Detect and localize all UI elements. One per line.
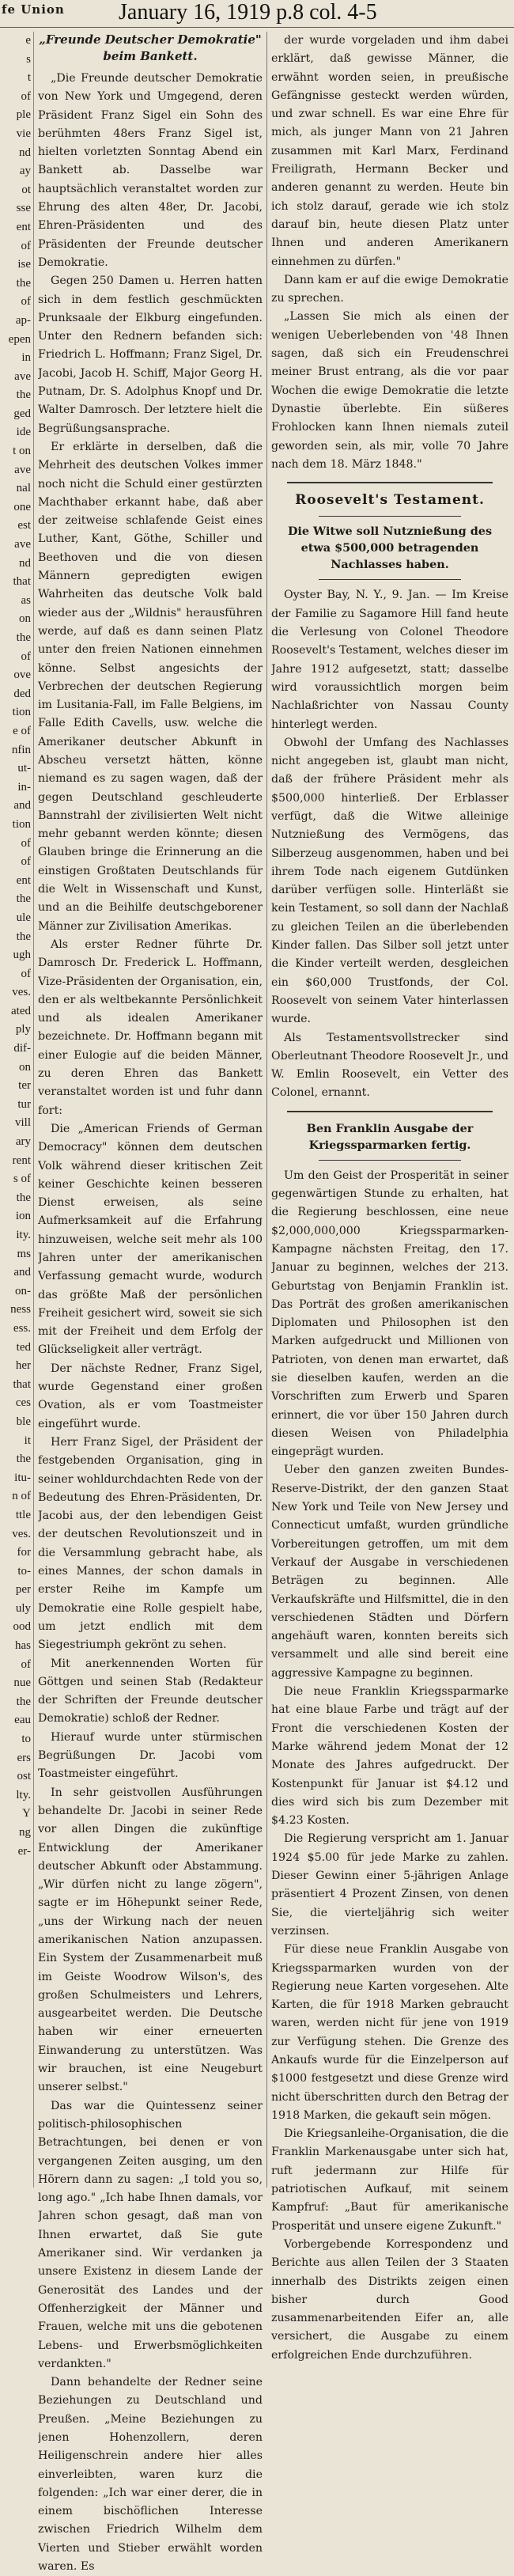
edge-fragment: vill [14, 1116, 31, 1130]
edge-fragment: epen [8, 332, 31, 346]
paragraph: Als erster Redner führte Dr. Damrosch Dr. Frederick L. Hoffmann, Vize-Präsidenten der Organisation, ein, den er als weltbekannte Persönlichkeit und als idealen Amerikaner bezeichnete. Dr. Hoffmann begann mit einer Eulogie auf die beiden Männer, zu deren Ehren das Bankett veranstaltet worden ist und fuhr dann fort: [38, 938, 263, 1117]
edge-fragment: of [21, 89, 31, 103]
headline-rule [319, 516, 461, 517]
edge-fragment: ess. [13, 1321, 31, 1335]
edge-fragment: Y [22, 1807, 31, 1820]
edge-fragment: tur [17, 1097, 31, 1111]
edge-fragment: in- [17, 780, 31, 794]
edge-fragment: nd [19, 146, 31, 159]
section-divider [287, 1111, 493, 1112]
edge-fragment: ng [19, 1826, 31, 1839]
edge-fragment: ply [15, 1023, 31, 1036]
edge-fragment: n of [12, 1490, 31, 1503]
edge-fragment: ated [11, 1004, 31, 1017]
edge-fragment: t on [13, 445, 31, 458]
edge-fragment: on- [15, 1284, 31, 1297]
edge-fragment: in [21, 351, 31, 365]
edge-fragment: ove [13, 669, 31, 682]
edge-fragment: vie [16, 127, 31, 140]
edge-fragment: ms [17, 1247, 31, 1260]
edge-fragment: of [21, 295, 31, 309]
edge-fragment: on [19, 612, 31, 626]
edge-fragment: lty. [16, 1788, 31, 1801]
edge-fragment: nd [19, 556, 31, 570]
paragraph: Für diese neue Franklin Ausgabe von Kriegssparmarken wurden von der Regierung neue Karten vorgesehen. Alte Karten, die für 1918 Marken gebraucht waren, werden nicht für jene von 1919 zur Verfügung stehen. Die Grenze des Ankaufs wurde für die Einzelperson auf $1000 festgesetzt und diese Grenze wird nicht überschritten durch den Betrag der 1918 Marken, die gekauft sein mögen. [271, 1943, 508, 2122]
edge-fragment: ent [16, 220, 31, 233]
edge-fragment: eau [14, 1714, 31, 1727]
edge-fragment: her [15, 1359, 31, 1373]
paragraph: Die „American Friends of German Democracy" können dem deutschen Volk während dieser kritischen Zeit keiner Geschichte keinen besseren Dienst erweisen, als seine Aufmerksamkeit auf die Erfahrung hinzuweisen, welche seit mehr als 100 Jahren unter der amerikanischen Verfassung gemacht wurde, wodurch das größte Maß der persönlichen Freiheit gesichert wird, soweit sie sich mit der Freiheit und dem Erfolg der Glückseligkeit aller verträgt. [38, 1122, 263, 1357]
edge-fragment: ot [21, 183, 31, 196]
edge-fragment: ble [16, 1415, 31, 1428]
edge-fragment: the [16, 1695, 31, 1708]
paragraph: Ueber den ganzen zweiten Bundes-Reserve-Distrikt, der den ganzen Staat New York und Teile von New Jersey und Connecticut umfaßt, wurden gründliche Vorbereitungen getroffen, um mit dem Verkauf der Ausgabe in verschiedenen Beträgen zu beginnen. Alle Verkaufskräfte und Hilfsmittel, die in den verschiedenen Städten und Dörfern angehäuft waren, konnten bereits sich versammelt und alle sind bereit eine aggressive Kampagne zu beginnen. [271, 1464, 508, 1680]
edge-fragment: ness [10, 1303, 31, 1316]
edge-fragment: for [17, 1546, 31, 1559]
paragraph: Vorbergebende Korrespondenz und Berichte aus allen Teilen der 3 Staaten innerhalb des Distrikts zeigen einen bisher durch Good zusammenarbeitenden Eifer an, alle versichert, die Ausgabe zu einem erfolgreichen Ende durchzuführen. [271, 2237, 508, 2362]
paragraph: „Lassen Sie mich als einen der wenigen Ueberlebenden von '48 Ihnen sagen, daß sich ein Freudenschrei meiner Brust entrang, als die vor paar Wochen die ewige Demokratie die letzte Dynastie überlebte. Ein süßeres Frohlocken kann Ihnen niemals zuteil geworden sein, als mir, volle 70 Jahre nach dem 18. März 1848." [271, 310, 508, 471]
edge-fragment: the [16, 388, 31, 402]
edge-fragment: itu- [14, 1471, 31, 1484]
edge-fragment: ise [17, 258, 31, 271]
edge-fragment: ave [14, 463, 31, 476]
right-column [271, 32, 508, 2365]
subhead-rule [319, 579, 461, 580]
edge-fragment: ded [13, 687, 31, 700]
edge-fragment: s of [13, 1172, 31, 1186]
paragraph: Die Regierung verspricht am 1. Januar 1924 $5.00 für jede Marke zu zahlen. Dieser Gewinn einer 5-jährigen Anlage präsentiert 4 Prozent Zinsen, von denen Sie, die vierteljährig sich weiter verzinsen. [271, 1832, 508, 1938]
edge-fragment: s [26, 52, 31, 66]
paragraph: Herr Franz Sigel, der Präsident der festgebenden Organisation, ging in seiner wohldurchdachten Rede von der Bedeutung des Ehren-Präsidenten, Dr. Jacobi aus, der den lebendigen Geist der deutschen Revolutionszeit und in die Versammlung gebracht habe, als eines Mannes, der schon damals in erster Reihe im Kampfe um Demokratie eine Rolle gespielt habe, um jetzt endlich mit dem Siegestriumph gekrönt zu sehen. [38, 1435, 263, 1652]
article-freunde-demokratie [38, 32, 263, 2576]
edge-fragment: ut- [17, 762, 31, 775]
edge-fragment: the [16, 276, 31, 290]
edge-fragment: the [16, 1191, 31, 1204]
edge-fragment: one [13, 500, 31, 513]
edge-fragment: the [16, 1453, 31, 1466]
franklin-headline: Ben Franklin Ausgabe der Kriegssparmarken fertig. [306, 1121, 474, 1152]
paragraph: Oyster Bay, N. Y., 9. Jan. — Im Kreise der Familie zu Sagamore Hill fand heute die Verlesung von Colonel Theodore Roosevelt's Testament, welches dieser im Jahre 1912 aufgesetzt, statt; dasselbe wird voraussichtlich morgen beim Nachlaßrichter von Nassau County hinterlegt werden. [271, 589, 508, 731]
edge-fragment: of [21, 836, 31, 850]
edge-fragment: dif- [13, 1042, 31, 1055]
column-rule [266, 32, 267, 2188]
edge-fragment: ves. [12, 986, 31, 999]
edge-fragment: ule [16, 911, 31, 924]
edge-fragment: ves. [12, 1527, 31, 1540]
paragraph: Gegen 250 Damen u. Herren hatten sich in dem festlich geschmückten Prunksaale der Elkburg eingefunden. Unter den Rednern befanden sich: Friedrich L. Hoffmann; Franz Sigel, Dr. Jacobi, Jacob H. Schiff, Major Georg H. Putnam, Dr. S. Adolphus Knopf und Dr. Walter Damrosch. Der letztere hielt die Begrüßungsansprache. [38, 275, 263, 435]
paragraph: Als Testamentsvollstrecker sind Oberleutnant Theodore Roosevelt Jr., und W. Emlin Roosevelt, ein Vetter des Colonel, ernannt. [271, 1031, 508, 1100]
edge-fragment: t [27, 71, 31, 85]
edge-fragment: ave [14, 369, 31, 383]
edge-fragment: of [21, 239, 31, 252]
edge-fragment: to [21, 1733, 31, 1746]
paragraph: der wurde vorgeladen und ihm dabei erklärt, daß gewisse Männer, die erwähnt worden seien, in preußische Gefängnisse gesteckt werden würden, und zwar schnell. Es war eine Ehre für mich, als junger Mann von 21 Jahren zusammen mit Karl Marx, Ferdinand Freiligrath, Hermann Becker und anderen genannt zu werden. Heute bin ich stolz darauf, gerade wie ich stolz darauf bin, heute diesen Platz unter Ihnen und anderen Amerikanern einnehmen zu dürfen." [271, 34, 508, 268]
edge-fragment: ide [16, 426, 31, 439]
edge-fragment: ted [16, 1340, 31, 1354]
franklin-article-body [271, 1167, 508, 2365]
edge-fragment: to- [17, 1564, 31, 1578]
edge-fragment: ood [13, 1620, 31, 1634]
edge-fragment: uly [15, 1601, 31, 1615]
paragraph: Mit anerkennenden Worten für Göttgen und seinen Stab (Redakteur der Schriften der Freunde deutscher Demokratie) schloß der Redner. [38, 1657, 263, 1726]
edge-fragment: nue [13, 1676, 31, 1690]
edge-fragment: it [24, 1434, 31, 1447]
edge-fragment: ers [17, 1751, 31, 1764]
edge-fragment: of [21, 967, 31, 980]
edge-fragment: tion [12, 706, 31, 719]
paragraph: Die neue Franklin Kriegssparmarke hat eine blaue Farbe und trägt auf der Front die verschiedenen Kosten der Marke während jedem Monat der 12 Monate des Jahres aufgedruckt. Der Kostenpunkt für Januar ist $4.12 und dies wird sich bis zum Dezember mit $4.23 Kosten. [271, 1685, 508, 1828]
headline-rule [319, 1160, 461, 1161]
paragraph: In sehr geistvollen Ausführungen behandelte Dr. Jacobi in seiner Rede vor allen Dingen die zukünftige Entwicklung der Amerikaner deutscher Abkunft oder Abstammung. „Wir dürfen nicht zu lange zögern", sagte er im Höhepunkt seiner Rede, „uns der Wirkung nach der neuen amerikanischen Nation anzupassen. Ein System der Zusammenarbeit muß im Geiste Woodrow Wilson's, des großen Schulmeisters und Lehrers, ausgearbeitet werden. Die Deutsche haben wir einer erneuerten Einwanderung zu unterstützen. Was wir brauchen, ist eine Neugeburt unserer selbst." [38, 1786, 263, 2094]
edge-fragment: ave [14, 538, 31, 551]
edge-fragment: est [17, 519, 31, 532]
edge-fragment: as [21, 593, 31, 607]
edge-fragment: ged [13, 407, 31, 420]
paragraph: Er erklärte in derselben, daß die Mehrheit des deutschen Volkes immer noch nicht die Schuld einer gestürzten Machthaber erkannt habe, daß aber der zeitweise schlafende Geist eines Luther, Kant, Göthe, Schiller und Beethoven und die von diesen Männern gepredigten ewigen Wahrheiten das deutsche Volk bald wieder aus der „Wildnis" herausführen werde, auf daß es dann seinen Platz unter den freien Nationen einnehmen könne. Selbst angesichts der Verbrechen der deutschen Regierung im Lusitania-Fall, im Falle Belgiens, im Falle Edith Cavells, usw. welche die Amerikaner deutscher Abkunft in Abscheu versetzt hätten, könne niemand es zu sagen wagen, daß der gegen Deutschland geschleuderte Bannstrahl der zivilisierten Welt nicht mehr gebannt werden könnte; diesen Glauben bringe die Erinnerung an die einstigen Großtaten Deutschlands für die Welt in Wissenschaft und Kunst, und an die Beihilfe deutschgeborener Männer zur Zivilisation Amerikas. [38, 440, 263, 933]
date-label: January 16, 1919 p.8 col. 4-5 [119, 0, 377, 25]
edge-fragment: ces [15, 1396, 31, 1410]
article-headline: „Freunde Deutscher Demokratie" beim Bankett. [39, 32, 262, 63]
edge-fragment: sse [16, 202, 31, 215]
edge-fragment: ple [16, 108, 31, 122]
edge-fragment: tion [12, 817, 31, 831]
edge-fragment: er- [17, 1844, 31, 1858]
edge-fragment: per [15, 1583, 31, 1597]
section-divider [287, 482, 493, 483]
edge-fragment: that [13, 1377, 31, 1391]
edge-fragment: e of [13, 724, 31, 737]
edge-fragment: ter [18, 1079, 31, 1093]
paragraph: „Die Freunde deutscher Demokratie von New York und Umgegend, deren Präsident Franz Sigel ein Sohn des berühmten 48ers Franz Sigel ist, hielten vorletzten Sonntag Abend ein Bankett ab. Dasselbe war hauptsächlich veranstaltet worden zur Ehrung des alten 48er, Dr. Jacobi, Ehren-Präsidenten und des Präsidenten der Freunde deutscher Demokratie. [38, 72, 263, 269]
edge-fragment: rent [12, 1154, 31, 1167]
masthead [0, 0, 514, 28]
paragraph: Um den Geist der Prosperität in seiner gegenwärtigen Stunde zu erhalten, hat die Regierung beschlossen, eine neue $2,000,000,000 Kriegssparmarken-Kampagne nächsten Freitag, den 17. Januar zu beginnen, welches der 213. Geburtstag von Benjamin Franklin ist. Das Porträt des großen amerikanischen Diplomaten und Philosophen ist den Marken aufgedruckt und Millionen von Patrioten, von denen man erwartet, daß sie dieselben kaufen, werden an die Vorschriften zum Erwerb und Sparen erinnert, die vor über 150 Jahren durch diesen Weisen von Philadelphia eingeprägt wurden. [271, 1169, 508, 1459]
paragraph: Der nächste Redner, Franz Sigel, wurde Gegenstand einer großen Ovation, als er vom Toastmeister eingeführt wurde. [38, 1362, 263, 1430]
paragraph: Hierauf wurde unter stürmischen Begrüßungen Dr. Jacobi vom Toastmeister eingeführt. [38, 1730, 263, 1781]
paragraph: Die Kriegsanleihe-Organisation, die die Franklin Markenausgabe unter sich hat, ruft jedermann zur Hilfe für patriotischen Aufkauf, mit seinem Kampfruf: „Baut für amerikanische Prosperität und unsere eigene Zukunft." [271, 2127, 508, 2233]
edge-fragment: and [13, 1266, 31, 1279]
paragraph: Dann behandelte der Redner seine Beziehungen zu Deutschland und Preußen. „Meine Beziehungen zu jenen Hohenzollern, deren Heiligenschrein andere hier alles einverleibten, waren kurz die folgenden: „Ich war einer derer, die in einem bischöflichen Interesse zwischen Friedrich Wilhelm dem Vierten und Stieber erwählt worden waren. Es [38, 2376, 263, 2574]
edge-fragment: ent [16, 873, 31, 887]
edge-fragment: ttle [15, 1508, 31, 1521]
paragraph: Dann kam er auf die ewige Demokratie zu sprechen. [271, 273, 508, 305]
left-edge-column [0, 32, 34, 2188]
edge-fragment: of [21, 855, 31, 869]
paper-name: fe Union [2, 2, 65, 17]
edge-fragment: the [16, 930, 31, 943]
roosevelt-headline: Roosevelt's Testament. [295, 492, 485, 509]
article-continuation [271, 32, 508, 474]
edge-fragment: ion [15, 1210, 31, 1223]
edge-fragment: ugh [13, 949, 31, 962]
edge-fragment: ity. [16, 1229, 31, 1241]
roosevelt-article-body [271, 586, 508, 1102]
article-body [38, 70, 263, 2576]
edge-fragment: e [25, 34, 31, 47]
paragraph: Das war die Quintessenz seiner politisch-philosophischen Betrachtungen, bei denen er von vergangenen Zeiten ausging, um den Hörern dann zu sagen: „I told you so, long ago." „Ich habe Ihnen damals, vor Jahren schon gesagt, daß man von Ihnen erwartet, daß Sie gute Amerikaner sind. Wir verdanken ja unsere Existenz in diesem Lande der Generosität des Landes und der Offenherzigkeit der Männer und Frauen, welche mit uns die gebotenen Lebens- und Erwerbsmöglichkeiten verdankten." [38, 2099, 263, 2370]
edge-fragment: ap- [15, 313, 31, 327]
edge-fragment: and [13, 799, 31, 813]
edge-fragment: ary [15, 1135, 31, 1149]
edge-fragment: the [16, 892, 31, 906]
edge-fragment: of [21, 1657, 31, 1671]
paragraph: Obwohl der Umfang des Nachlasses nicht angegeben ist, glaubt man nicht, daß der frühere Präsident mehr als $500,000 hinterließ. Der Erblasser verfügt, daß die Witwe alleinige Nutznießung des Vermögens, das Silberzeug ausgenommen, haben und bei ihrem Tode nach eigenem Gutdünken darüber verfügen solle. Hinterläßt sie kein Testament, so soll dann der Nachlaß zu gleichen Teilen an die überlebenden Kinder fallen. Das Silber soll jetzt unter die Kinder verteilt werden, desgleichen ein $60,000 Trustfonds, der Col. Roosevelt von seinem Vater hinterlassen wurde. [271, 736, 508, 1026]
edge-fragment: has [15, 1639, 31, 1653]
roosevelt-subhead: Die Witwe soll Nutznießung des etwa $500,000 betragenden Nachlasses haben. [287, 525, 493, 572]
edge-fragment: of [21, 650, 31, 663]
edge-fragment: nfin [11, 743, 31, 756]
edge-fragment: ay [19, 165, 31, 178]
edge-fragment: that [13, 575, 31, 589]
edge-fragment: nal [16, 482, 31, 495]
edge-fragment: the [16, 631, 31, 644]
edge-fragment: ost [17, 1770, 31, 1783]
edge-fragment: on [19, 1060, 31, 1074]
